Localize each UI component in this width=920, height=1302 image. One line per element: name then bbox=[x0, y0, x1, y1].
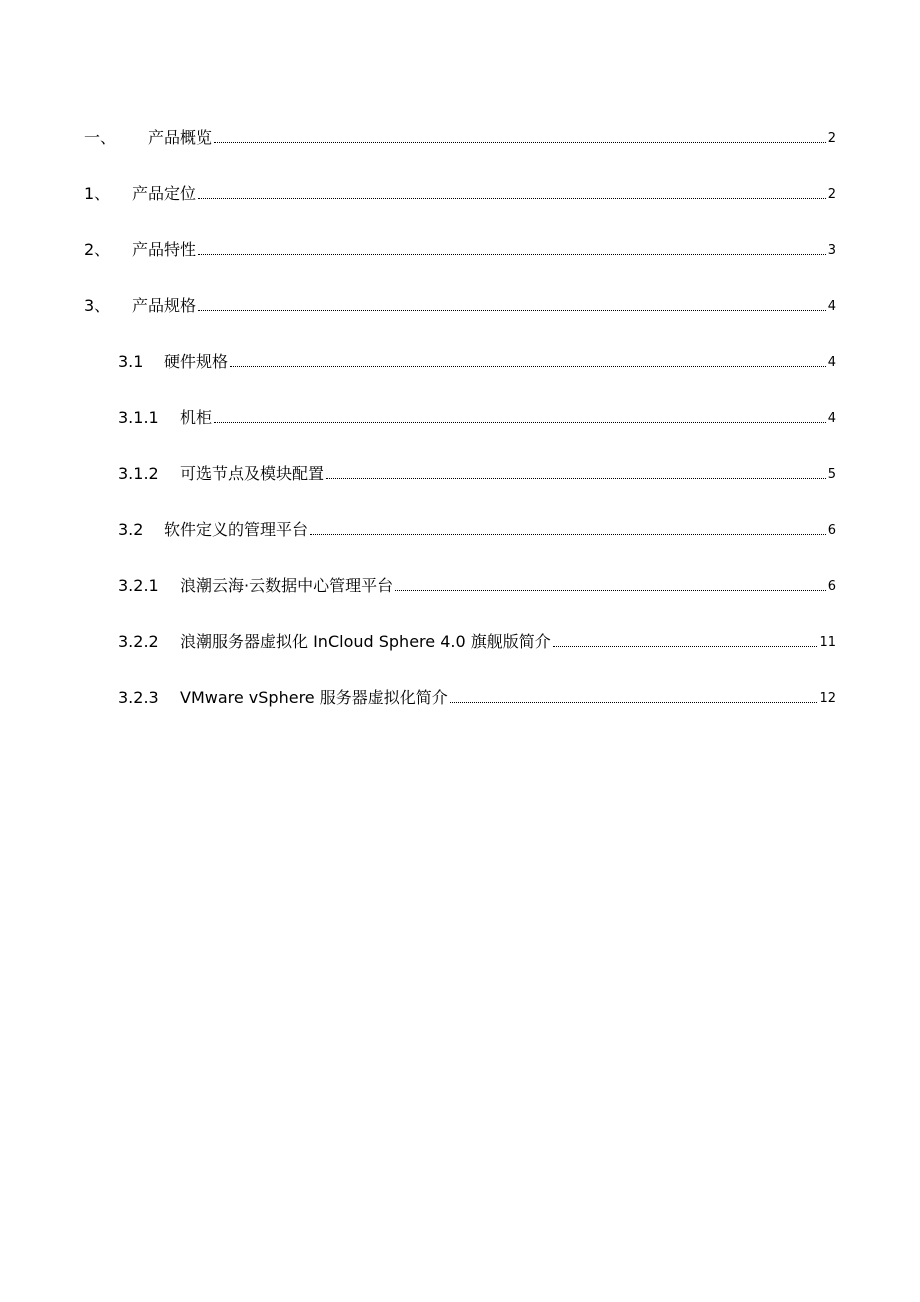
toc-dot-leader bbox=[310, 534, 826, 535]
toc-entry-features[interactable] bbox=[84, 236, 836, 260]
toc-entry-title: 浪潮服务器虚拟化 InCloud Sphere 4.0 旗舰版简介 bbox=[180, 632, 551, 651]
toc-entry-number: 3.1 bbox=[118, 352, 144, 371]
toc-entry-number: 3.2.1 bbox=[118, 576, 159, 595]
toc-entry-title: 产品定位 bbox=[132, 184, 197, 203]
toc-entry-number: 2、 bbox=[84, 240, 111, 259]
toc-dot-leader bbox=[395, 590, 826, 591]
toc-entry-hardware-spec[interactable] bbox=[118, 348, 836, 372]
toc-entry-cloud-dc-platform[interactable] bbox=[118, 572, 836, 596]
toc-entry-number: 3.2 bbox=[118, 520, 144, 539]
toc-entry-number: 3.2.2 bbox=[118, 632, 159, 651]
toc-dot-leader bbox=[198, 254, 826, 255]
toc-entry-node-module-config[interactable] bbox=[118, 460, 836, 484]
toc-entry-overview[interactable] bbox=[84, 124, 836, 148]
toc-dot-leader bbox=[326, 478, 826, 479]
toc-entry-page: 12 bbox=[819, 691, 836, 706]
toc-entry-title: 硬件规格 bbox=[164, 352, 229, 371]
toc-entry-page: 2 bbox=[827, 131, 836, 146]
toc-entry-title: 可选节点及模块配置 bbox=[180, 464, 325, 483]
toc-entry-title: 机柜 bbox=[180, 408, 213, 427]
toc-entry-number: 3、 bbox=[84, 296, 111, 315]
toc-entry-number: 3.2.3 bbox=[118, 688, 159, 707]
toc-entry-page: 3 bbox=[827, 243, 836, 258]
toc-entry-page: 4 bbox=[827, 299, 836, 314]
toc-entry-page: 6 bbox=[827, 523, 836, 538]
toc-entry-page: 5 bbox=[827, 467, 836, 482]
toc-entry-title: 软件定义的管理平台 bbox=[164, 520, 309, 539]
toc-entry-positioning[interactable] bbox=[84, 180, 836, 204]
toc-entry-number: 一、 bbox=[84, 128, 117, 147]
toc-entry-title: VMware vSphere 服务器虚拟化简介 bbox=[180, 688, 448, 707]
toc-entry-title: 产品概览 bbox=[148, 128, 213, 147]
toc-entry-title: 产品规格 bbox=[132, 296, 197, 315]
toc-entry-number: 1、 bbox=[84, 184, 111, 203]
toc-entry-cabinet[interactable] bbox=[118, 404, 836, 428]
toc-dot-leader bbox=[553, 646, 818, 647]
toc-dot-leader bbox=[198, 198, 826, 199]
toc-entry-title: 产品特性 bbox=[132, 240, 197, 259]
toc-dot-leader bbox=[214, 422, 826, 423]
toc-entry-page: 4 bbox=[827, 411, 836, 426]
toc-entry-page: 2 bbox=[827, 187, 836, 202]
toc-entry-number: 3.1.1 bbox=[118, 408, 159, 427]
toc-dot-leader bbox=[214, 142, 826, 143]
toc-dot-leader bbox=[450, 702, 818, 703]
toc-entry-page: 6 bbox=[827, 579, 836, 594]
toc-dot-leader bbox=[198, 310, 826, 311]
toc-entry-vmware-vsphere[interactable] bbox=[118, 684, 836, 708]
toc-entry-incloud-sphere[interactable] bbox=[118, 628, 836, 652]
toc-entry-management-platform[interactable] bbox=[118, 516, 836, 540]
toc-entry-page: 11 bbox=[819, 635, 836, 650]
toc-dot-leader bbox=[230, 366, 826, 367]
toc-entry-number: 3.1.2 bbox=[118, 464, 159, 483]
toc-entry-specifications[interactable] bbox=[84, 292, 836, 316]
toc-entry-page: 4 bbox=[827, 355, 836, 370]
toc-entry-title: 浪潮云海·云数据中心管理平台 bbox=[180, 576, 394, 595]
